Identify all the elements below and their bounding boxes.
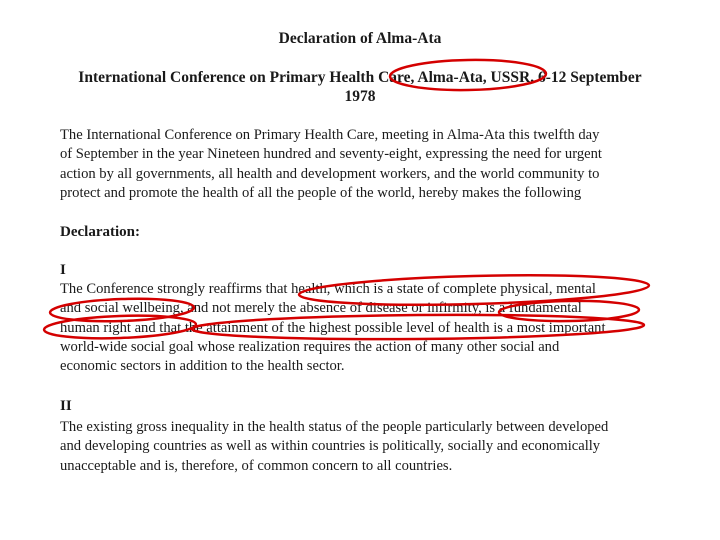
section-1-paragraph (60, 280, 660, 376)
section-2-paragraph (60, 418, 660, 476)
subtitle-year: 1978 (344, 88, 376, 105)
section-1-line: The Conference strongly reaffirms that health, which is a state of complete physical, mental (60, 281, 596, 297)
subtitle-line: International Conference on Primary Health Care, Alma-Ata, USSR, 6-12 September (78, 69, 642, 86)
section-1-numeral: I (60, 262, 66, 278)
declaration-heading: Declaration: (60, 224, 140, 240)
section-1-line: and social wellbeing, and not merely the absence of disease or infirmity, is a fundamental (60, 300, 582, 317)
section-1-line: world-wide social goal whose realization requires the action of many other social and (60, 338, 560, 355)
section-2-line: The existing gross inequality in the health status of the people particularly between developed (60, 419, 609, 435)
section-1-line: economic sectors in addition to the health sector. (60, 358, 345, 375)
section-2-numeral: II (60, 398, 72, 414)
section-2-line: and developing countries as well as within countries is politically, socially and economically (60, 438, 601, 455)
intro-paragraph (60, 126, 660, 203)
intro-line: action by all governments, all health and development workers, and the world community to (60, 165, 600, 182)
section-2-line: unacceptable and is, therefore, of common concern to all countries. (60, 457, 453, 474)
intro-line: The International Conference on Primary Health Care, meeting in Alma-Ata this twelfth day (60, 127, 600, 143)
document-subtitle (60, 68, 660, 106)
intro-line: protect and promote the health of all the people of the world, hereby makes the following (60, 184, 582, 201)
document-title: Declaration of Alma-Ata (278, 30, 442, 47)
section-1-line: human right and that the attainment of the highest possible level of health is a most important (60, 319, 606, 336)
intro-line: of September in the year Nineteen hundred and seventy-eight, expressing the need for urgent (60, 146, 602, 163)
